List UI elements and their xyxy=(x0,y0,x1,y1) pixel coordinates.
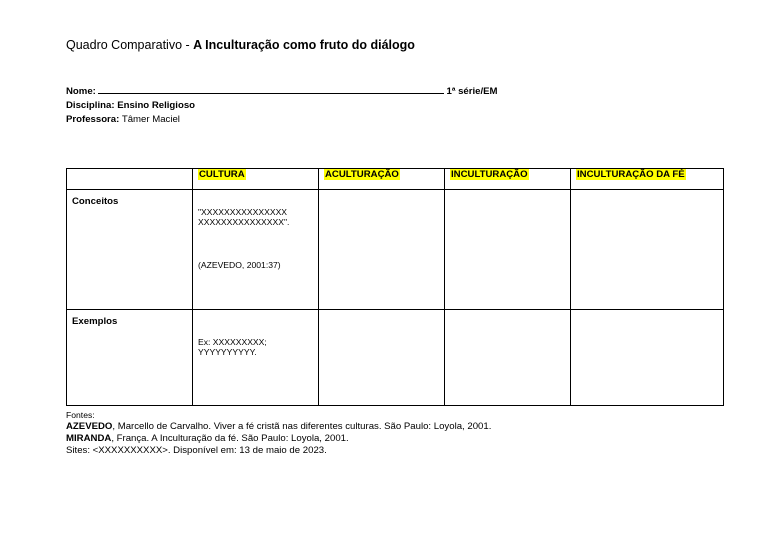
name-blank-field[interactable] xyxy=(98,84,444,94)
example-text: Ex: XXXXXXXXX; YYYYYYYYYY. xyxy=(198,337,267,357)
cell-exemplos-aculturacao[interactable] xyxy=(319,310,445,406)
serie-label: 1ª série/EM xyxy=(446,86,498,97)
title-main: A Inculturação como fruto do diálogo xyxy=(193,38,415,52)
cell-conceitos-aculturacao[interactable] xyxy=(319,190,445,310)
table-header-row xyxy=(67,169,724,190)
name-line xyxy=(66,84,498,99)
sources-heading: Fontes: xyxy=(66,410,95,420)
cell-exemplos-inculturacao[interactable] xyxy=(445,310,571,406)
document-title xyxy=(66,38,415,52)
discipline-value: Ensino Religioso xyxy=(117,100,196,111)
discipline-line xyxy=(66,99,498,113)
header-inculturacao xyxy=(445,169,571,190)
row-label-conceitos: Conceitos xyxy=(67,190,193,310)
ref1-rest: , Marcello de Carvalho. Viver a fé cristã nas diferentes culturas. São Paulo: Loyola, 2001. xyxy=(112,421,492,432)
header-label: CULTURA xyxy=(199,169,245,180)
cell-conceitos-cultura[interactable] xyxy=(193,190,319,310)
comparison-table xyxy=(66,168,724,406)
table-row-conceitos xyxy=(67,190,724,310)
sources-section xyxy=(66,409,491,457)
header-label: INCULTURAÇÃO xyxy=(451,169,528,180)
header-label: INCULTURAÇÃO DA FÉ xyxy=(577,169,685,180)
header-cultura xyxy=(193,169,319,190)
ref1-author: AZEVEDO xyxy=(66,421,113,432)
cell-conceitos-inculturacao-da-fe[interactable] xyxy=(571,190,724,310)
header-label: ACULTURAÇÃO xyxy=(325,169,399,180)
discipline-label: Disciplina: xyxy=(66,100,115,111)
name-label: Nome: xyxy=(66,86,96,97)
cell-conceitos-inculturacao[interactable] xyxy=(445,190,571,310)
cell-exemplos-inculturacao-da-fe[interactable] xyxy=(571,310,724,406)
ref2-author: MIRANDA xyxy=(66,433,112,444)
source-sites: Sites: <XXXXXXXXXX>. Disponível em: 13 de maio de 2023. xyxy=(66,445,327,456)
student-info xyxy=(66,84,498,127)
header-inculturacao-da-fe xyxy=(571,169,724,190)
source-ref-2 xyxy=(66,433,491,445)
title-prefix: Quadro Comparativo - xyxy=(66,38,194,52)
row-label-exemplos: Exemplos xyxy=(67,310,193,406)
header-aculturacao xyxy=(319,169,445,190)
teacher-label: Professora: xyxy=(66,114,120,125)
cell-exemplos-cultura[interactable] xyxy=(193,310,319,406)
source-ref-1 xyxy=(66,421,491,433)
teacher-value: Tâmer Maciel xyxy=(121,114,180,125)
ref2-rest: , França. A Inculturação da fé. São Paulo: Loyola, 2001. xyxy=(111,433,349,444)
teacher-line xyxy=(66,113,498,127)
concept-quote: "XXXXXXXXXXXXXXX XXXXXXXXXXXXXXX". xyxy=(198,207,290,227)
empty-header-cell xyxy=(67,169,193,190)
table-row-exemplos xyxy=(67,310,724,406)
concept-citation: (AZEVEDO, 2001:37) xyxy=(198,260,281,270)
